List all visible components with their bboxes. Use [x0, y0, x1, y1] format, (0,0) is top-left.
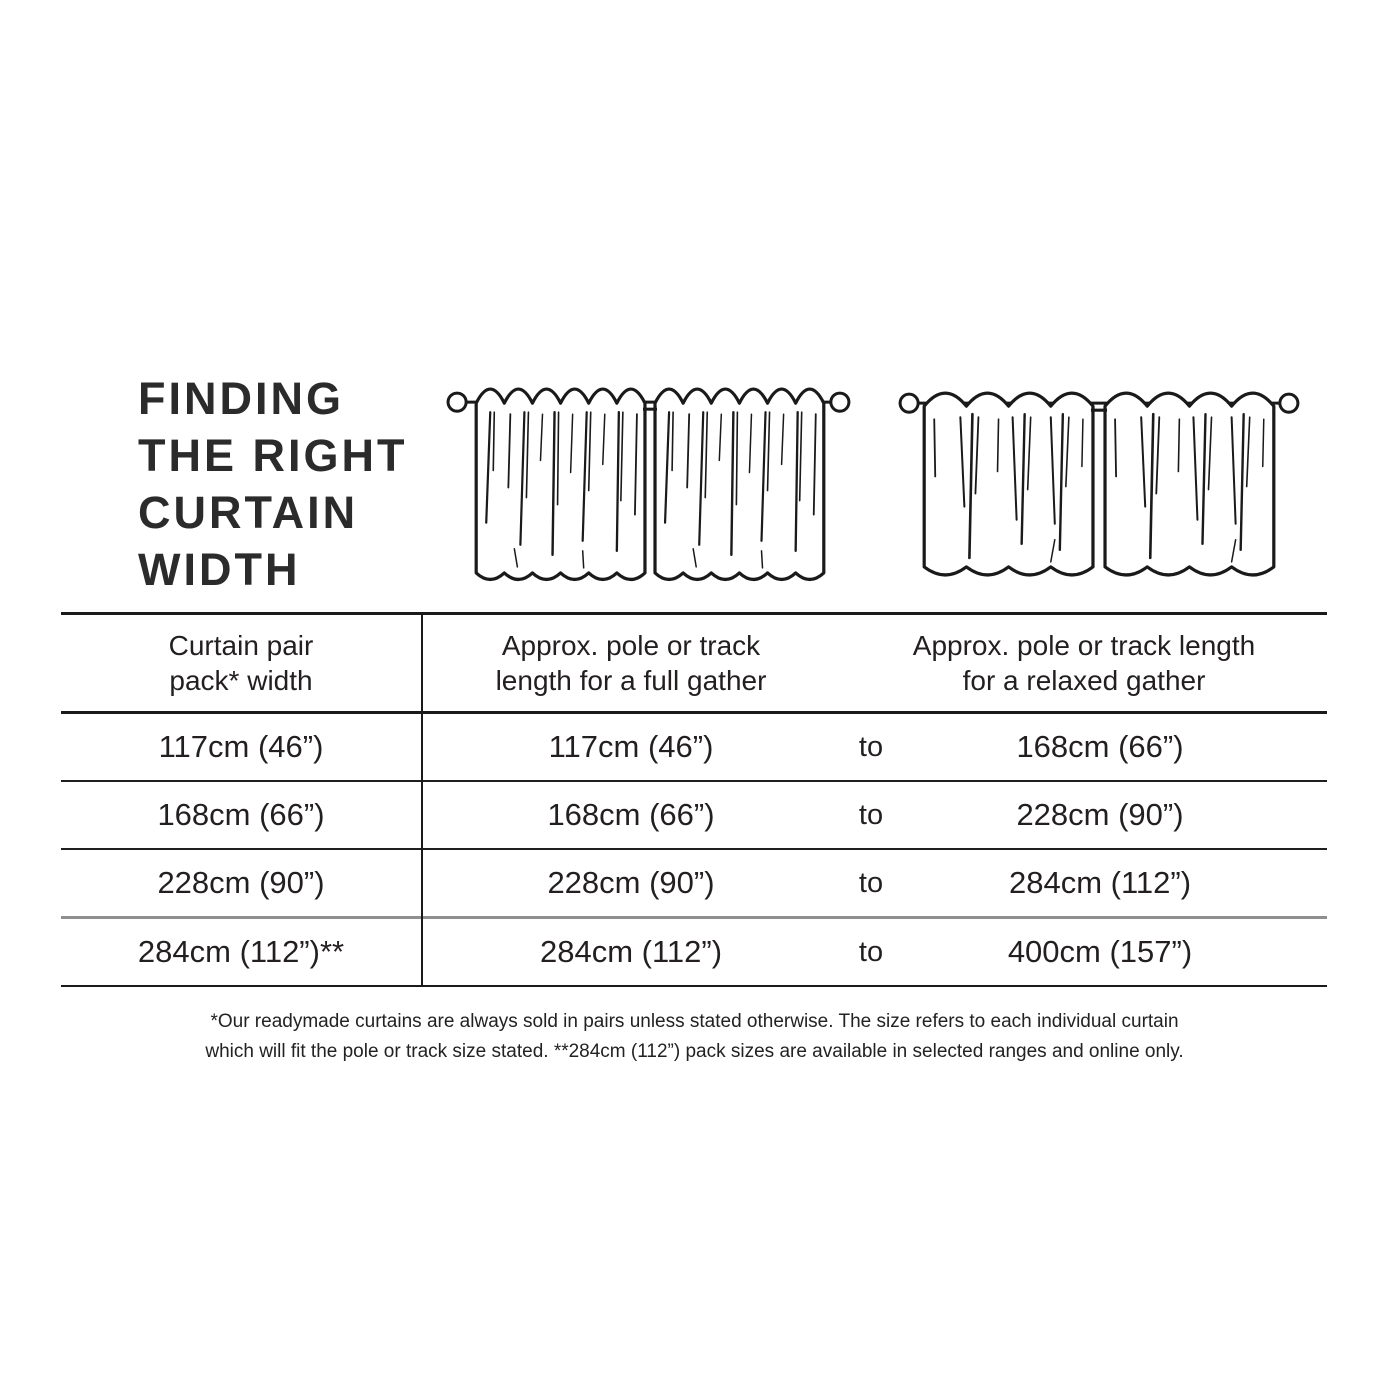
curtain-size-table — [61, 612, 1327, 987]
to-label: to — [858, 935, 884, 968]
pack-width-value: 284cm (112”)** — [137, 934, 345, 969]
relaxed-gather-curtain-icon — [898, 371, 1300, 587]
page-title-line-4: WIDTH — [138, 544, 301, 595]
pack-width-value: 117cm (46”) — [158, 729, 324, 764]
full-gather-curtain-icon — [446, 372, 858, 588]
header-full-gather — [421, 628, 841, 698]
footnote — [0, 1007, 1389, 1067]
page-title-line-3: CURTAIN — [138, 487, 359, 538]
header-line: Curtain pair — [168, 630, 314, 661]
page-title — [138, 370, 408, 598]
pole-finial-right — [831, 393, 849, 411]
header-line: length for a full gather — [495, 665, 767, 696]
full-gather-value: 168cm (66”) — [547, 797, 715, 832]
header-line: Approx. pole or track length — [912, 630, 1256, 661]
to-label: to — [858, 730, 884, 763]
to-label: to — [858, 866, 884, 899]
page-title-line-1: FINDING — [138, 373, 344, 424]
full-gather-value: 284cm (112”) — [539, 934, 723, 969]
size-row-2 — [61, 782, 1327, 850]
full-gather-value: 117cm (46”) — [548, 729, 714, 764]
header-line: Approx. pole or track — [501, 630, 761, 661]
footnote-line-1: *Our readymade curtains are always sold in pairs unless stated otherwise. The size refers to each individual curtain — [210, 1011, 1179, 1032]
pole-finial-left — [900, 394, 918, 412]
pole-finial-right — [1280, 394, 1298, 412]
table-column-divider — [421, 615, 423, 985]
header-line: pack* width — [169, 665, 313, 696]
size-row-3 — [61, 850, 1327, 919]
relaxed-gather-value: 168cm (66”) — [1016, 729, 1184, 764]
pack-width-value: 168cm (66”) — [157, 797, 325, 832]
pole-finial-left — [448, 393, 466, 411]
to-label: to — [858, 798, 884, 831]
header-relaxed-gather — [841, 628, 1327, 698]
header-pack-width — [61, 628, 421, 698]
table-header-row — [61, 615, 1327, 714]
relaxed-gather-value: 228cm (90”) — [1016, 797, 1184, 832]
curtain-panel — [476, 389, 645, 579]
relaxed-gather-value: 284cm (112”) — [1008, 865, 1192, 900]
size-row-4 — [61, 919, 1327, 985]
pack-width-value: 228cm (90”) — [157, 865, 325, 900]
curtain-panel — [924, 393, 1093, 575]
relaxed-gather-value: 400cm (157”) — [1007, 934, 1193, 969]
header-line: for a relaxed gather — [962, 665, 1206, 696]
full-gather-value: 228cm (90”) — [547, 865, 715, 900]
footnote-line-2: which will fit the pole or track size stated. **284cm (112”) pack sizes are available in selected ranges and online only. — [205, 1041, 1184, 1062]
page-title-line-2: THE RIGHT — [138, 430, 408, 481]
size-row-1 — [61, 714, 1327, 782]
